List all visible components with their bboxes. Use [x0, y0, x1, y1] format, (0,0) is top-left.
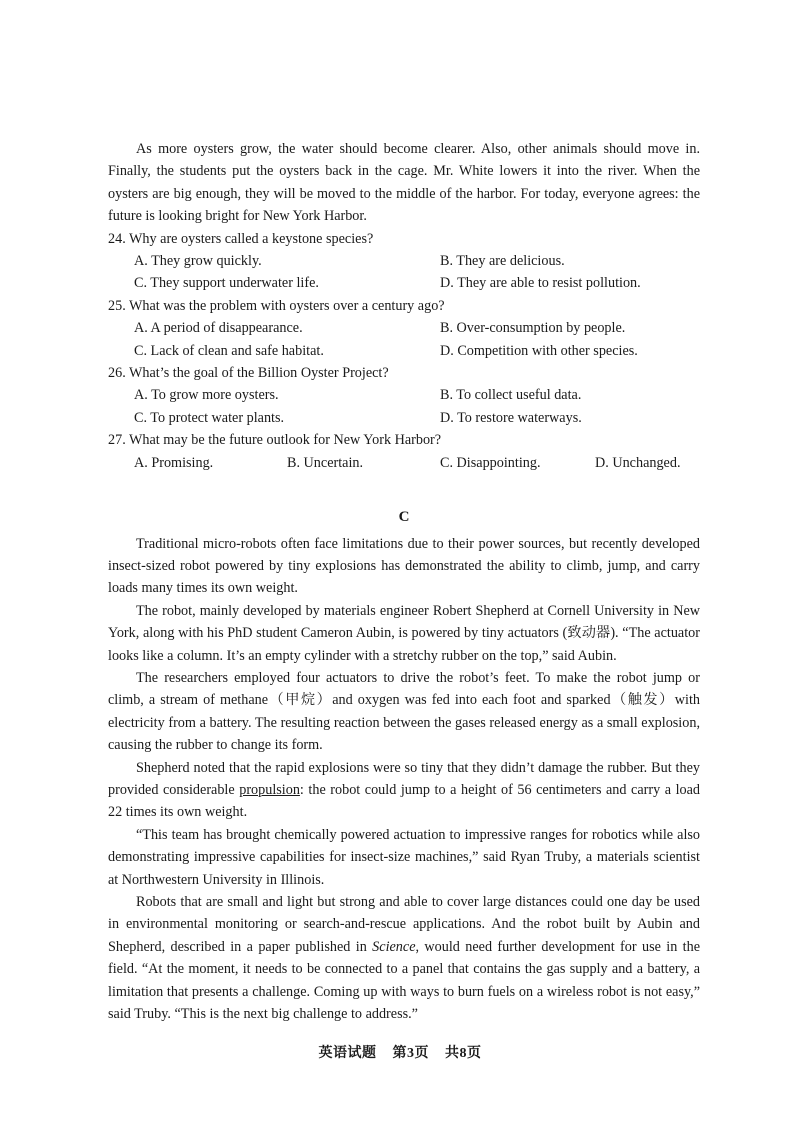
question-stem: 26. What’s the goal of the Billion Oyster Project? [108, 365, 389, 382]
option-d: D. To restore waterways. [440, 409, 582, 426]
paragraph-4 [108, 757, 700, 824]
footer-subject: 英语试题 [318, 1046, 377, 1061]
option-a: A. A period of disappearance. [134, 320, 303, 337]
footer-total: 共8页 [445, 1046, 482, 1061]
paragraph-5: “This team has brought chemically powered actuation to impressive ranges for robotics while also demonstrating impressive capabilities for insect-size machines,” said Ryan Truby, a materials scientist at Northwestern University in Illinois. [108, 826, 700, 888]
option-c: C. To protect water plants. [134, 409, 285, 426]
options [108, 384, 700, 429]
paragraph-3: The researchers employed four actuators to drive the robot’s feet. To make the robot jump or climb, a stream of methane（甲烷）and oxygen was fed into each foot and sparked（触发）with electricity from a battery. The resulting reaction between the gases released energy as a small explosion, causing the rubber to change its form. [108, 669, 700, 754]
paragraph-4-text-b: : the robot could jump to a height of 56 centimeters and carry a load 22 times its own weight. [108, 781, 700, 821]
page-footer [0, 1043, 800, 1065]
option-a: A. To grow more oysters. [134, 387, 279, 404]
footer-page: 第3页 [392, 1046, 429, 1061]
option-d: D. Unchanged. [595, 454, 681, 471]
options [108, 250, 700, 295]
passage-b-ending: As more oysters grow, the water should become clearer. Also, other animals should move in. Finally, the students put the oysters back in the cage. Mr. White lowers it into the river. When the oysters are big enough, they will be moved to the middle of the harbor. For today, everyone agrees: the future is looking bright for New York Harbor. [108, 141, 700, 225]
question-27 [108, 429, 700, 474]
option-a: A. Promising. [134, 454, 214, 471]
option-b: B. Uncertain. [287, 454, 364, 471]
option-d: D. Competition with other species. [440, 342, 638, 359]
paragraph-1: Traditional micro-robots often face limitations due to their power sources, but recently developed insect-sized robot powered by tiny explosions has demonstrated the ability to climb, jump, and carry loads many times its own weight. [108, 535, 700, 597]
option-c: C. They support underwater life. [134, 275, 319, 292]
journal-name: Science [372, 938, 416, 955]
option-a: A. They grow quickly. [134, 253, 262, 270]
option-b: B. They are delicious. [440, 253, 565, 270]
option-b: B. Over-consumption by people. [440, 320, 626, 337]
question-stem: 24. Why are oysters called a keystone species? [108, 230, 374, 247]
question-stem: 27. What may be the future outlook for New York Harbor? [108, 432, 442, 449]
option-b: B. To collect useful data. [440, 387, 582, 404]
question-24 [108, 228, 700, 295]
option-d: D. They are able to resist pollution. [440, 275, 641, 292]
question-stem: 25. What was the problem with oysters over a century ago? [108, 297, 445, 314]
option-c: C. Lack of clean and safe habitat. [134, 342, 324, 359]
options [108, 452, 700, 474]
paragraph-6-text-b: , would need further development for use in the field. “At the moment, it needs to be connected to a panel that contains the gas supply and a battery, a limitation that presents a challenge. Coming up with ways to burn fuels on a wireless robot is not easy,” said Truby. “This is the next big challenge to address.” [108, 938, 700, 1023]
paragraph-4-text-a: Shepherd noted that the rapid explosions were so tiny that they didn’t damage the rubber. But they provided considerable [108, 759, 700, 798]
paragraph-6-text-a: Robots that are small and light but strong and able to cover large distances could one day be used in environmental monitoring or search-and-rescue applications. And the robot built by Aubin and Shepherd, described in a paper published in [108, 894, 700, 955]
option-c: C. Disappointing. [440, 454, 541, 471]
question-26 [108, 362, 700, 429]
paragraph-6 [108, 891, 700, 1025]
question-25 [108, 295, 700, 362]
section-title: C [398, 509, 410, 526]
paragraph-2: The robot, mainly developed by materials engineer Robert Shepherd at Cornell University in New York, along with his PhD student Cameron Aubin, is powered by tiny actuators (致动器). “The actuator looks like a column. It’s an empty cylinder with a stretchy rubber on the top,” said Aubin. [108, 602, 700, 664]
underlined-word: propulsion [239, 781, 300, 798]
options [108, 317, 700, 362]
